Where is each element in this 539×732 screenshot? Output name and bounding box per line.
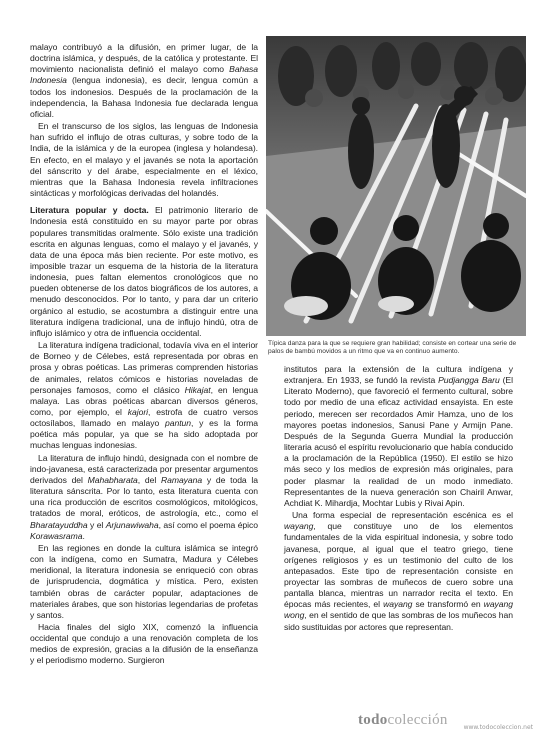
- watermark: [358, 712, 533, 730]
- right-column: [284, 364, 513, 634]
- photo-caption: Típica danza para la que se requiere gran habilidad; consiste en cortear una serie de palos de bambú movidos a un ritmo que va en continuo aumento.: [268, 340, 517, 356]
- paragraph: malayo contribuyó a la difusión, en primer lugar, de la doctrina islámica, y después, de la católica y protestante. El movimiento nacionalista definió el malayo como Bahasa Indonesia (lengua indonesia), es decir, lengua común a todos los indonesios. Después de la proclamación de la independencia, la Bahasa Indonesia fue declarada lengua oficial.: [30, 42, 258, 119]
- paragraph: Una forma especial de representación escénica es el wayang, que constituye uno de los elementos fundamentales de la vida espiritual indonesia, y sobre todo javanesa, porque, al igual que el teatro griego, tiene orígenes religiosos y es un testimonio del culto de los antepasados. Este tipo de representación consiste en proyectar las sombras de muñecos de cuero sobre una pantalla blanca, mientras un narrador recita el texto. En épocas más recientes, el wayang se transformó en wayang wong, en el sentido de que las sombras de los muñecos han sido sustituidas por actores que representan.: [284, 510, 513, 632]
- bamboo-dance-photo: [266, 36, 526, 336]
- paragraph: Literatura popular y docta. El patrimonio literario de Indonesia está constituido en su mayor parte por obras populares transmitidas oralmente. Sólo existe una tradición escrita en algunas lenguas, como el malayo y el javanés, y data de una época más bien reciente. Por este motivo, es imposible trazar un esquema de la historia de la literatura indonesia, pues faltan elementos cronológicos que no pueden obtenerse de los datos biográficos de los autores, a menudo desconocidos. Por lo tanto, y para dar un criterio orgánico al estudio, se acostumbra a distinguir entre una literatura indígena tradicional, una de influjo hindú, otra de influjo islámico y otra de influencia occidental.: [30, 205, 259, 338]
- paragraph: En el transcurso de los siglos, las lenguas de Indonesia han sufrido el influjo de otras culturas, y sobre todo de la India, de la islámica y de la europea (inglesa y holandesa). En efecto, en el malayo y el javanés se nota la aportación del sánscrito y del árabe, especialmente en el léxico, mientras que la Bahasa Indonesia revela infiltraciones sintácticas y morfológicas derivadas del holandés.: [30, 121, 258, 199]
- section-heading: Literatura popular y docta.: [30, 205, 149, 216]
- paragraph: institutos para la extensión de la cultura indígena y extranjera. En 1933, se fundó la revista Pudjangga Baru (El Literato Moderno), que favoreció el fermento cultural, sobre todo por medio de una eficaz actividad ensayista. En este periodo, merecen ser recordados Amir Hamza, uno de los mayores poetas indonesios, Sanusi Pane y Armijn Pane. Después de la Segunda Guerra Mundial la producción literaria acusó el espíritu revolucionario que había conducido a la proclamación de la República (1950). El estilo se hizo más seco y los medios de expresión más originales, para poder plasmar la realidad de un modo inmediato. Representantes de la nueva generación son Chairil Anwar, Achdiat K. Mihardja, Mochtar Lubis y Rivai Apin.: [284, 364, 513, 508]
- paragraph: La literatura indígena tradicional, todavía viva en el interior de Borneo y de Célebes, está representada por obras en prosa y obras poéticas. Las primeras comprenden historias de animales, relatos cómicos e historias noveladas de personajes famosos, como el clásico Hikajat, en lengua malaya. Las obras poéticas abarcan diversos géneros, como, por ejemplo, el kajori, estrofa de cuatro versos octosílabos, llamado en malayo pantun, y es la forma poética más popular, ya que se ha sido adoptada por muchas lenguas indonesias.: [30, 340, 258, 451]
- watermark-logo: todocolección: [358, 712, 448, 728]
- left-column: [30, 42, 258, 668]
- paragraph: Hacia finales del siglo XIX, comenzó la influencia occidental que condujo a una renovación completa de los medios de expresión, gracias a la difusión de la enseñanza y el periodismo moderno. Surgieron: [30, 621, 258, 666]
- watermark-url: www.todocoleccion.net: [463, 724, 533, 731]
- paragraph: La literatura de influjo hindú, designada con el nombre de indo-javanesa, está caracterizada por presentar argumentos derivados del Mahabharata, del Ramayana y de toda la literatura sánscrita. Por lo tanto, esta literatura cuenta con una rica producción de escritos cosmológicos, mitológicos, tratados de moral, eróticos, de astrología, etc., como el Bharatayuddha y el Arjunawiwaha, así como el poema épico Korawasrama.: [30, 452, 258, 541]
- paragraph: En las regiones en donde la cultura islámica se integró con la indígena, como en Sumatra, Madura y Célebes meridional, la literatura indonesia se enriqueció con obras de jurisprudencia, dogmática y mística. Pero, existen también obras de carácter popular, adaptaciones de materiales árabes, que son historias legendarias de profetas y santos.: [30, 542, 258, 620]
